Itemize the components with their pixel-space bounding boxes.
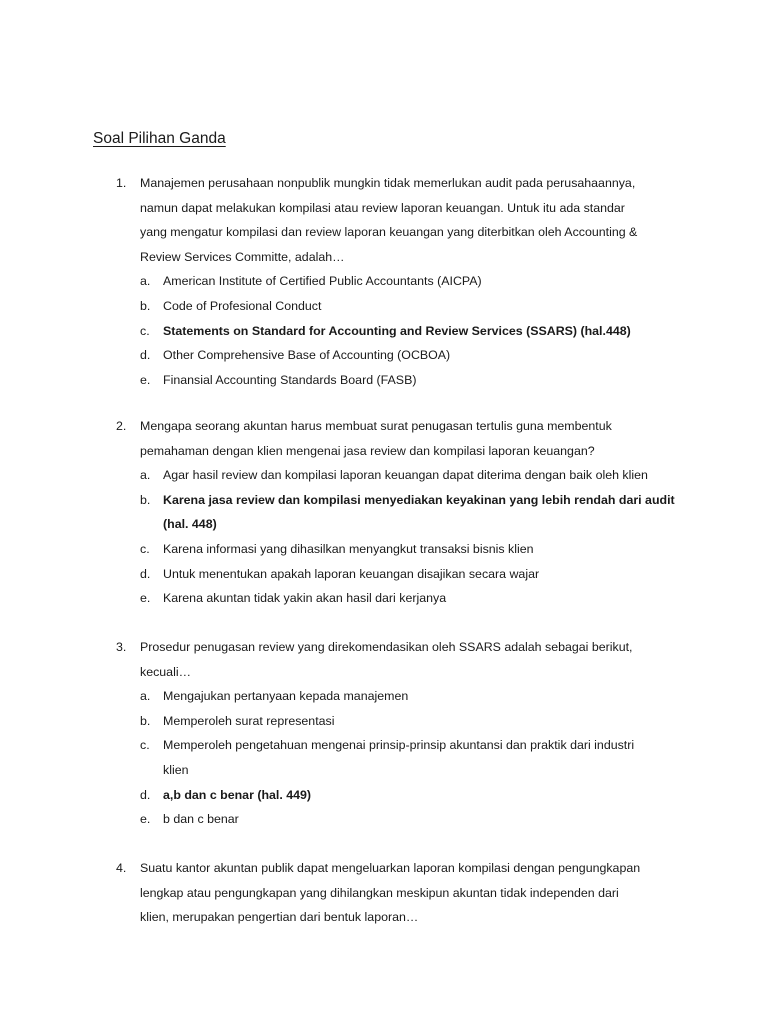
option-text-line: Code of Profesional Conduct: [163, 299, 322, 313]
option-letter: c.: [140, 542, 150, 556]
option-text-line: Statements on Standard for Accounting and Review Services (SSARS) (hal.448): [163, 323, 631, 338]
option-text-line: (hal. 448): [163, 517, 217, 532]
option-letter: a.: [140, 689, 151, 704]
option-text-line: Karena akuntan tidak yakin akan hasil dari kerjanya: [163, 591, 447, 606]
option-text-line: Karena jasa review dan kompilasi menyediakan keyakinan yang lebih rendah dari audit: [163, 492, 675, 507]
question-text-line: lengkap atau pengungkapan yang dihilangkan meskipun akuntan tidak independen dari: [140, 885, 619, 900]
option-text-line: a,b dan c benar (hal. 449): [163, 787, 312, 802]
question-number: 1.: [116, 176, 127, 190]
option-letter: e.: [140, 591, 151, 606]
question-text-line: Prosedur penugasan review yang direkomendasikan oleh SSARS adalah sebagai berikut,: [140, 640, 633, 654]
option-text-line: Finansial Accounting Standards Board (FASB): [163, 372, 417, 387]
question-number: 2.: [116, 419, 127, 433]
option-letter: c.: [140, 323, 150, 338]
option-text-line: Karena informasi yang dihasilkan menyangkut transaksi bisnis klien: [163, 542, 534, 556]
option-text-line: klien: [163, 763, 189, 777]
option-text-line: Other Comprehensive Base of Accounting (OCBOA): [163, 348, 451, 363]
option-letter: a.: [140, 274, 151, 289]
option-text-line: Memperoleh pengetahuan mengenai prinsip-prinsip akuntansi dan praktik dari industri: [163, 738, 635, 753]
option-letter: d.: [140, 566, 151, 581]
question-text-line: Manajemen perusahaan nonpublik mungkin tidak memerlukan audit pada perusahaannya,: [140, 176, 636, 190]
option-text-line: Mengajukan pertanyaan kepada manajemen: [163, 689, 409, 704]
question-text-line: Review Services Committe, adalah…: [140, 249, 345, 264]
question-text-line: Suatu kantor akuntan publik dapat mengeluarkan laporan kompilasi dengan pengungkapan: [140, 861, 641, 875]
option-text-line: b dan c benar: [163, 812, 239, 827]
option-letter: c.: [140, 738, 150, 753]
question-text-line: Mengapa seorang akuntan harus membuat surat penugasan tertulis guna membentuk: [140, 419, 612, 433]
question-text-line: yang mengatur kompilasi dan review laporan keuangan yang diterbitkan oleh Accounting &: [140, 225, 638, 240]
option-letter: b.: [140, 299, 151, 313]
option-text-line: American Institute of Certified Public Accountants (AICPA): [163, 274, 482, 289]
option-letter: e.: [140, 372, 151, 387]
question-text-line: pemahaman dengan klien mengenai jasa review dan kompilasi laporan keuangan?: [140, 443, 595, 458]
option-letter: b.: [140, 492, 151, 507]
option-letter: d.: [140, 348, 151, 363]
option-letter: d.: [140, 787, 151, 802]
option-text-line: Memperoleh surat representasi: [163, 713, 335, 728]
page-title: Soal Pilihan Ganda: [93, 130, 226, 147]
option-text-line: Untuk menentukan apakah laporan keuangan disajikan secara wajar: [163, 566, 540, 581]
option-letter: b.: [140, 713, 151, 728]
option-text-line: Agar hasil review dan kompilasi laporan keuangan dapat diterima dengan baik oleh klien: [163, 468, 648, 483]
option-letter: a.: [140, 468, 151, 483]
question-text-line: namun dapat melakukan kompilasi atau review laporan keuangan. Untuk itu ada standar: [140, 200, 625, 215]
option-letter: e.: [140, 812, 151, 827]
question-number: 4.: [116, 861, 127, 875]
question-number: 3.: [116, 640, 127, 654]
question-text-line: kecuali…: [140, 664, 191, 679]
question-text-line: klien, merupakan pengertian dari bentuk laporan…: [140, 910, 419, 925]
